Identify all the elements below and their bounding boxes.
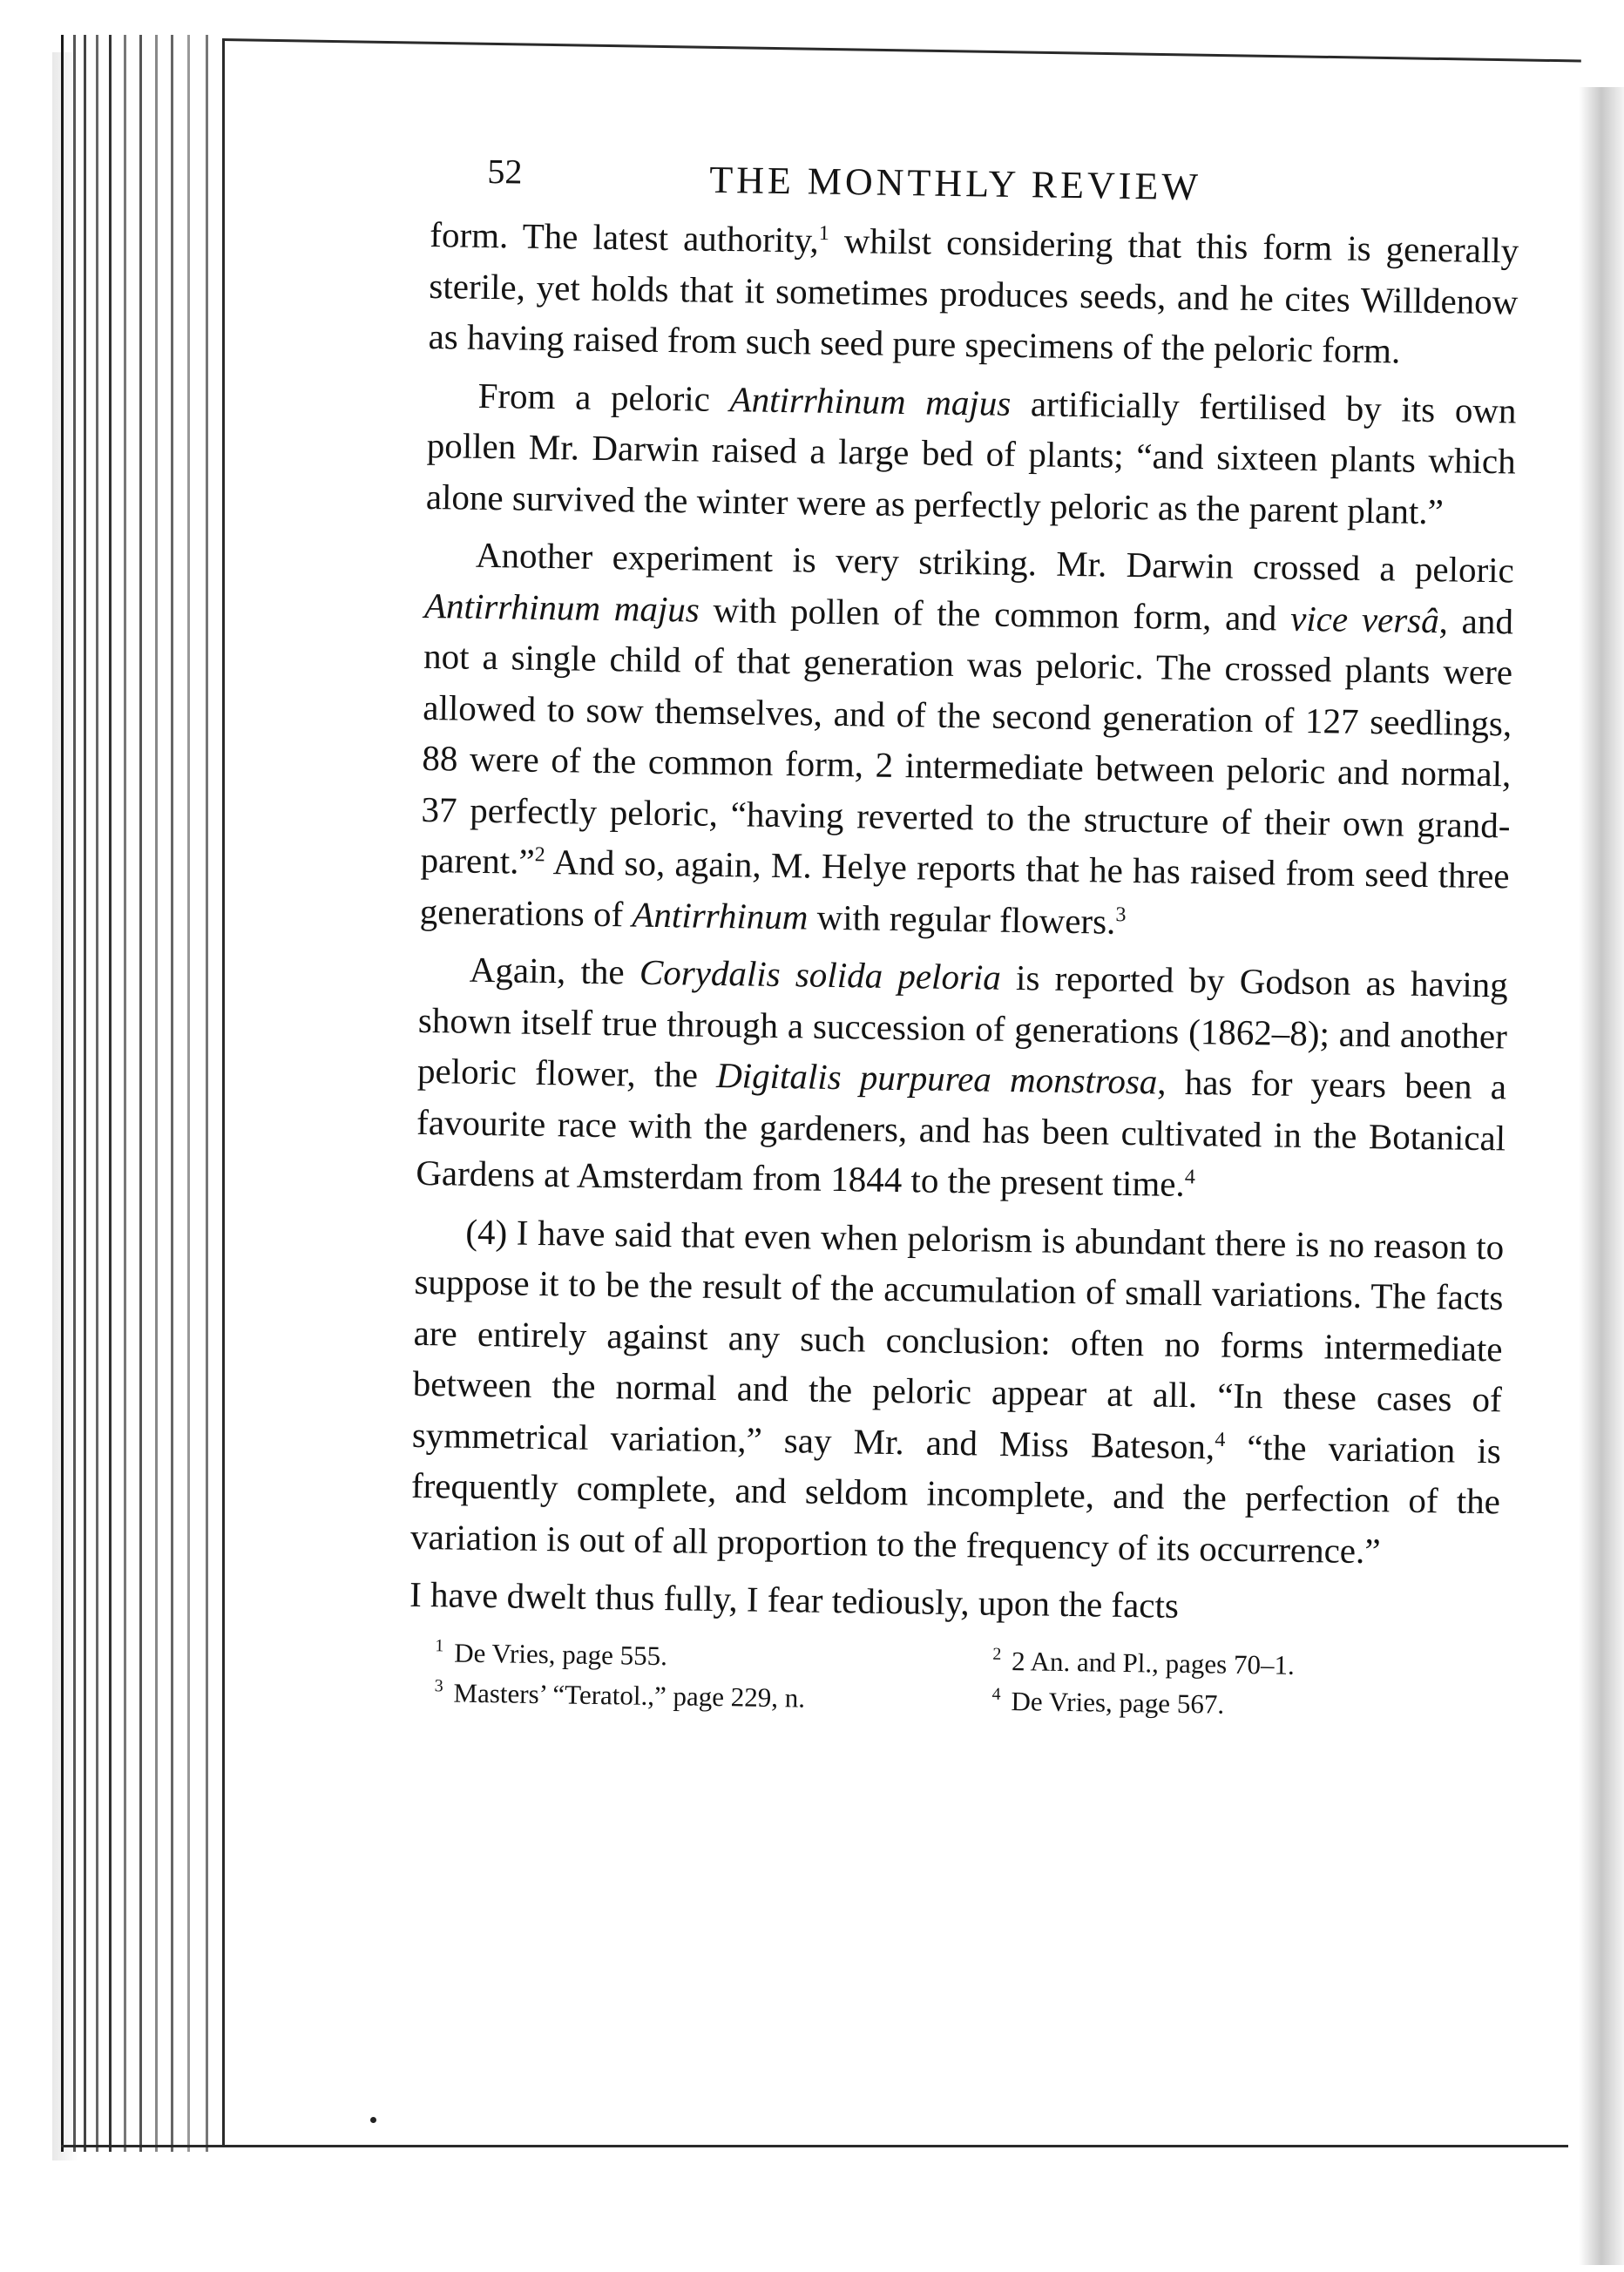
facing-page-shadow bbox=[1579, 87, 1624, 2265]
page-number: 52 bbox=[487, 151, 523, 192]
page-gutter-edge bbox=[222, 38, 225, 2147]
paragraph-5: (4) I have said that even when pelorism is abundant there is no reason to suppose it to be the result of the accumulation of small variations. The facts are entirely against any such conclusion: often no forms intermediate between the normal and the peloric appear at all. “In these cases of symmetrical variation,” say Mr. and Miss Bateson,$^4$ “the variation is frequently complete, and seldom incomplete, and the perfection of the variation is out of all proportion to the frequency of its occurrence.” bbox=[409, 1211, 1505, 1571]
footnote-3: $^3$ Masters’ “Teratol.,” page 229, n. bbox=[434, 1676, 806, 1714]
body-text bbox=[409, 209, 1519, 1636]
paragraph-1: form. The latest authority,$^1$ whilst considering that this form is generally sterile, yet holds that it sometimes produces seeds, and he cites Willdenow as having raised from such seed pure specimens of the peloric form. bbox=[428, 213, 1519, 371]
page-edges bbox=[61, 35, 244, 2152]
paragraph-6: I have dwelt thus fully, I fear tediously, upon the facts bbox=[409, 1573, 1180, 1626]
footnote-ref: 4 bbox=[1184, 1166, 1196, 1189]
footnote-4: $^4$ De Vries, page 567. bbox=[991, 1684, 1225, 1720]
book-page bbox=[408, 139, 1520, 1728]
running-head: THE MONTHLY REVIEW bbox=[708, 158, 1202, 209]
paragraph-4: Again, the Corydalis solida peloria is reported by Godson as having shown itself true through a succession of generations (1862–8); and another peloric flower, the Digitalis purpurea monstrosa, has for years been a favourite race with the gardeners, and has been cultivated in the Botanical Gardens at Amsterdam from 1844 to the present time.$^4$ bbox=[416, 949, 1509, 1204]
page-top-edge bbox=[222, 38, 1581, 63]
footnote-1: $^1$ De Vries, page 555. bbox=[435, 1636, 668, 1671]
paragraph-2: From a peloric Antirrhinum majus artificially fertilised by its own pollen Mr. Darwin raised a large bed of plants; “and sixteen plants which alone survived the winter were as perfectly peloric as the parent plant.” bbox=[425, 375, 1517, 531]
ink-speck bbox=[370, 2117, 376, 2123]
footnote-ref: 3 bbox=[1115, 903, 1127, 926]
footnote-ref: 1 bbox=[818, 221, 830, 246]
footnote-ref: 4 bbox=[1215, 1428, 1226, 1451]
page-bottom-edge bbox=[61, 2145, 1568, 2147]
footnote-2: $^2$ 2 An. and Pl., pages 70–1. bbox=[992, 1644, 1296, 1680]
paragraph-3: Another experiment is very striking. Mr. Darwin crossed a peloric Antirrhinum majus with pollen of the common form, and vice versâ, and not a single child of that generation was peloric. The crossed plants were allowed to sow themselves, and of the second generation of 127 seedlings, 88 were of the common form, 2 intermediate between peloric and normal, 37 perfectly peloric, “having reverted to the structure of their own grand-parent.”$^2$ And so, again, M. Helye reports that he has raised from seed three generations of Antirrhinum with regular flowers.$^3$ bbox=[419, 534, 1515, 942]
footnotes bbox=[408, 1632, 1498, 1728]
footnote-ref: 2 bbox=[534, 843, 545, 867]
